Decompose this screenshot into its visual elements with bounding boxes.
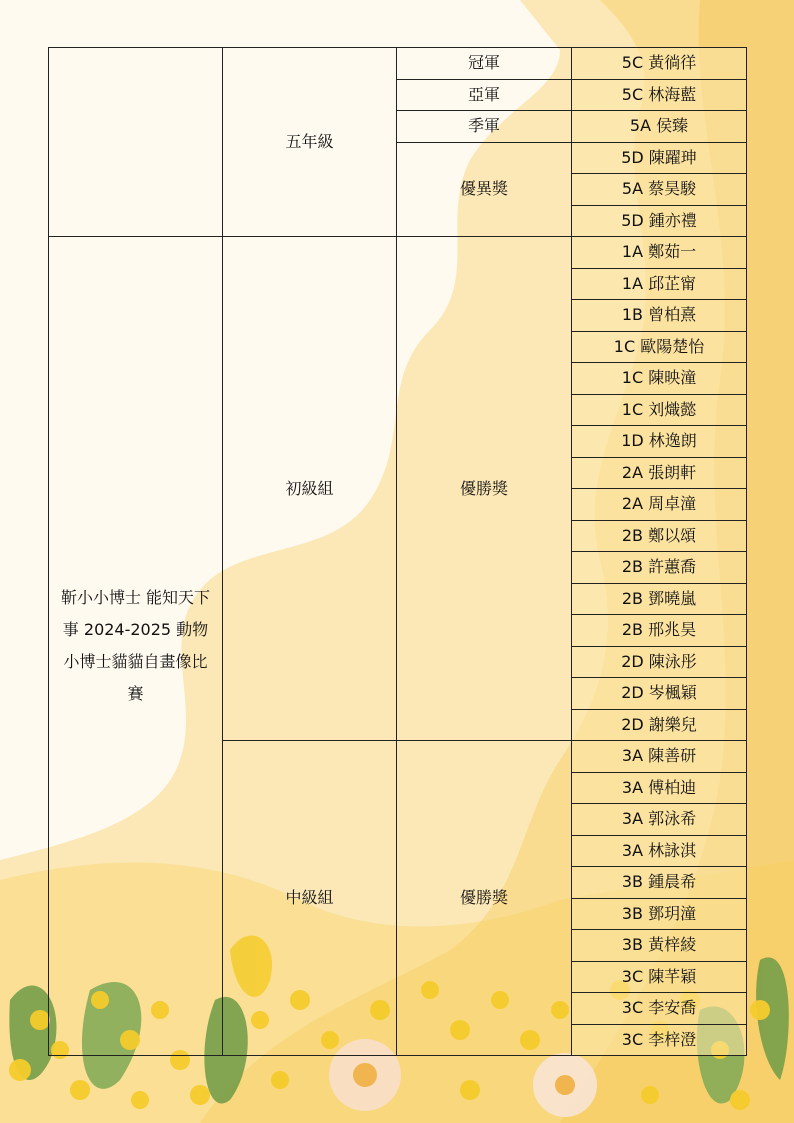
name-cell: 2A 張朗軒 xyxy=(572,457,747,489)
name-cell: 3B 黃梓綾 xyxy=(572,930,747,962)
event-cell: 靳小小博士 能知天下事 2024-2025 動物小博士貓貓自畫像比賽 xyxy=(49,237,223,1056)
table-row xyxy=(49,48,747,80)
name-cell: 3C 李安喬 xyxy=(572,993,747,1025)
name-cell: 5D 鍾亦禮 xyxy=(572,205,747,237)
name-cell: 5A 蔡昊駿 xyxy=(572,174,747,206)
award-cell: 優異獎 xyxy=(397,142,572,237)
name-cell: 2A 周卓潼 xyxy=(572,489,747,521)
group-cell: 中級組 xyxy=(223,741,397,1056)
name-cell: 1D 林逸朗 xyxy=(572,426,747,458)
name-cell: 2D 陳泳彤 xyxy=(572,646,747,678)
name-cell: 5D 陳躍珅 xyxy=(572,142,747,174)
name-cell: 1A 鄭茹一 xyxy=(572,237,747,269)
name-cell: 1A 邱芷甯 xyxy=(572,268,747,300)
name-cell: 5C 林海藍 xyxy=(572,79,747,111)
award-cell: 季軍 xyxy=(397,111,572,143)
name-cell: 1C 陳映潼 xyxy=(572,363,747,395)
name-cell: 3A 陳善研 xyxy=(572,741,747,773)
name-cell: 3C 陳芊穎 xyxy=(572,961,747,993)
name-cell: 3A 林詠淇 xyxy=(572,835,747,867)
name-cell: 1C 刘熾懿 xyxy=(572,394,747,426)
empty-cell xyxy=(49,48,223,237)
awards-table xyxy=(48,47,747,1056)
name-cell: 2D 岑楓穎 xyxy=(572,678,747,710)
name-cell: 5A 侯臻 xyxy=(572,111,747,143)
name-cell: 2B 鄧曉嵐 xyxy=(572,583,747,615)
name-cell: 3B 鍾晨希 xyxy=(572,867,747,899)
name-cell: 2B 許蕙喬 xyxy=(572,552,747,584)
name-cell: 1B 曾柏熹 xyxy=(572,300,747,332)
award-cell: 冠軍 xyxy=(397,48,572,80)
name-cell: 2B 邢兆昊 xyxy=(572,615,747,647)
name-cell: 2D 謝樂兒 xyxy=(572,709,747,741)
group-cell: 五年級 xyxy=(223,48,397,237)
name-cell: 1C 歐陽楚怡 xyxy=(572,331,747,363)
award-cell: 優勝獎 xyxy=(397,237,572,741)
table-row xyxy=(49,237,747,269)
award-cell: 優勝獎 xyxy=(397,741,572,1056)
award-cell: 亞軍 xyxy=(397,79,572,111)
name-cell: 3A 傅柏迪 xyxy=(572,772,747,804)
name-cell: 3C 李梓澄 xyxy=(572,1024,747,1056)
name-cell: 3A 郭泳希 xyxy=(572,804,747,836)
name-cell: 3B 鄧玥潼 xyxy=(572,898,747,930)
name-cell: 5C 黃徜徉 xyxy=(572,48,747,80)
name-cell: 2B 鄭以頌 xyxy=(572,520,747,552)
group-cell: 初級組 xyxy=(223,237,397,741)
